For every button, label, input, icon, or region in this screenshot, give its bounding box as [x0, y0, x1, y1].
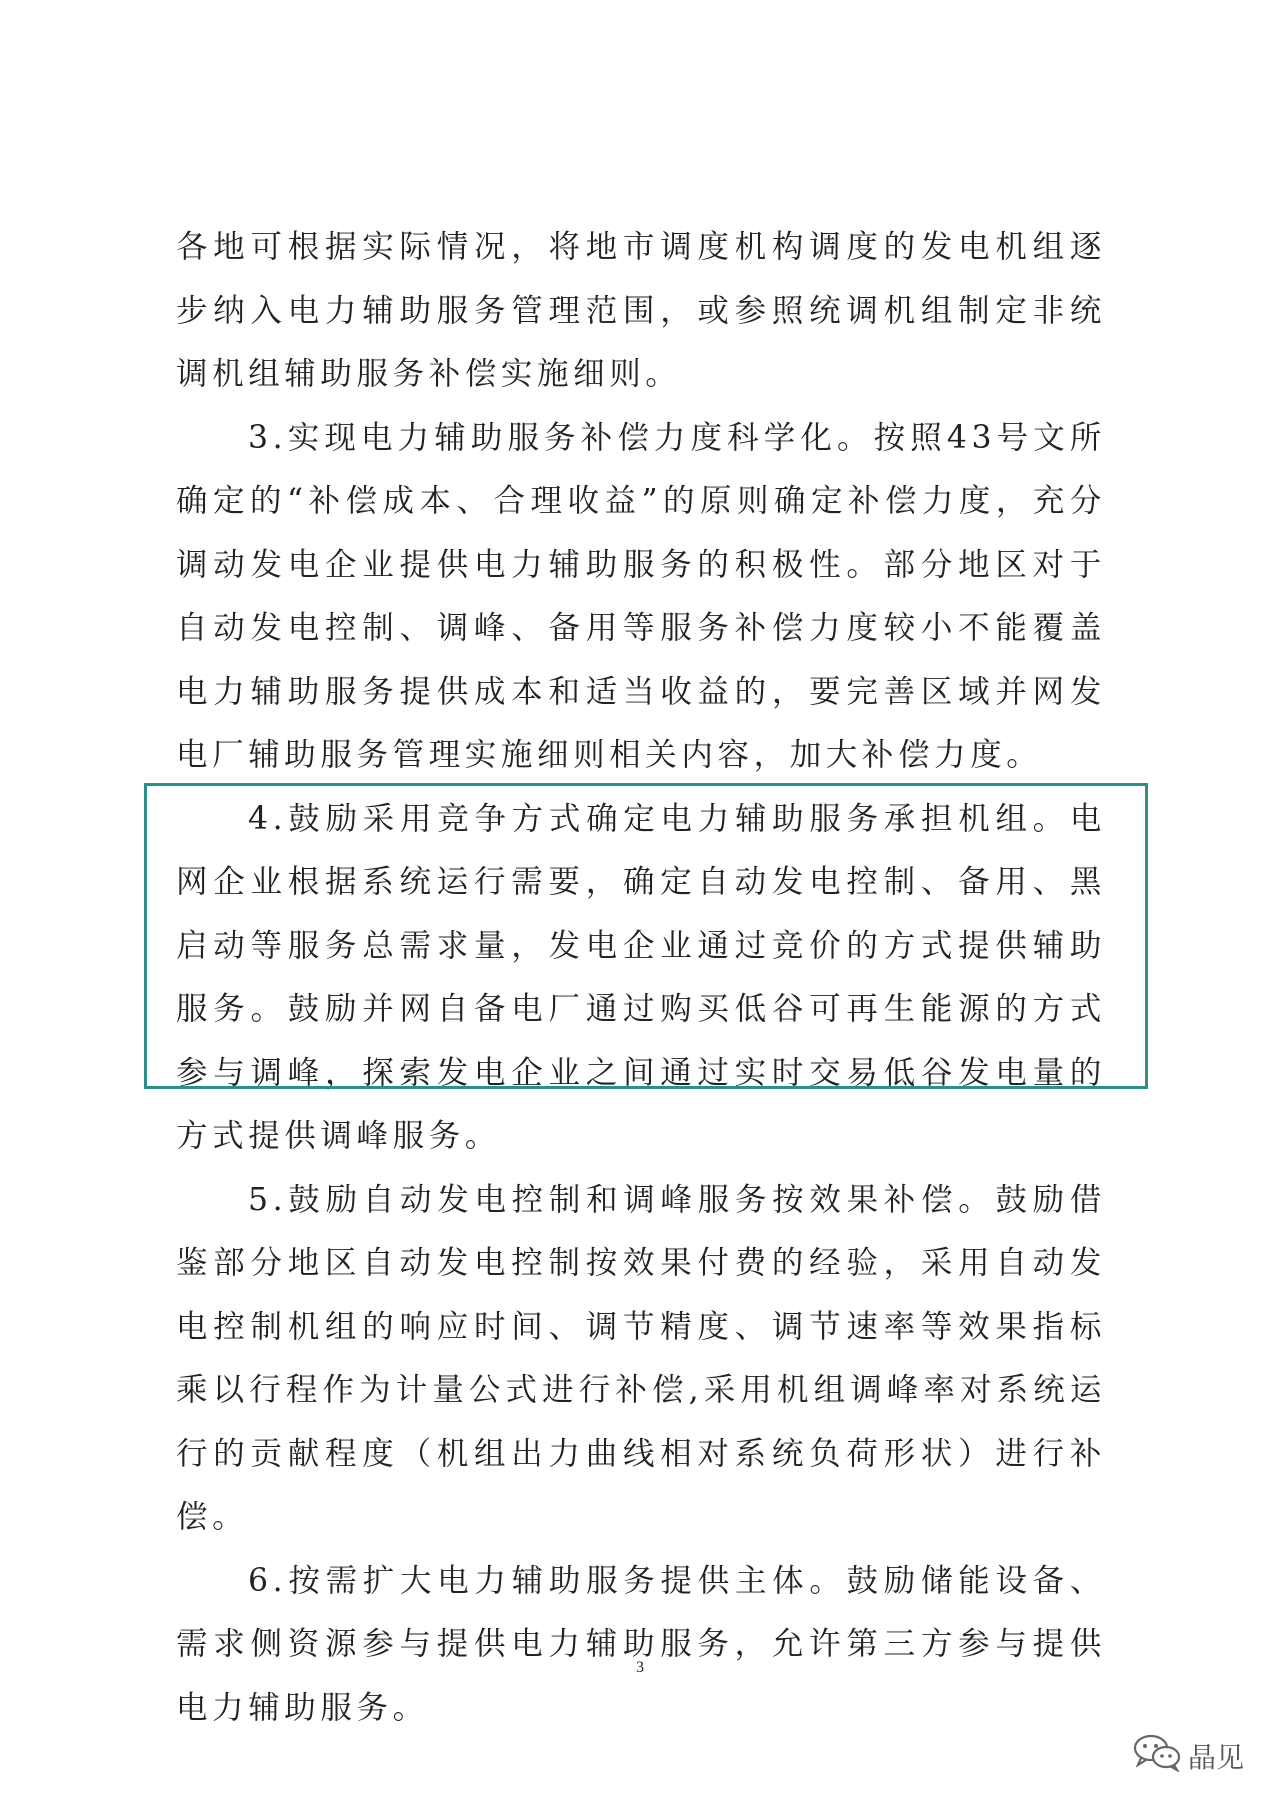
document-body	[176, 216, 1106, 1740]
paragraph-item-4: 4.鼓励采用竞争方式确定电力辅助服务承担机组。电网企业根据系统运行需要，确定自动发电控制、备用、黑启动等服务总需求量，发电企业通过竞价的方式提供辅助服务。鼓励并网自备电厂通过购买低谷可再生能源的方式参与调峰，探索发电企业之间通过实时交易低谷发电量的方式提供调峰服务。	[176, 800, 1106, 1154]
page-number: 3	[636, 1659, 644, 1676]
wechat-icon	[1132, 1732, 1182, 1779]
paragraph-item-3: 3.实现电力辅助服务补偿力度科学化。按照43号文所确定的“补偿成本、合理收益”的原则确定补偿力度，充分调动发电企业提供电力辅助服务的积极性。部分地区对于自动发电控制、调峰、备用等服务补偿力度较小不能覆盖电力辅助服务提供成本和适当收益的，要完善区域并网发电厂辅助服务管理实施细则相关内容，加大补偿力度。	[176, 419, 1106, 773]
paragraph-item-5: 5.鼓励自动发电控制和调峰服务按效果补偿。鼓励借鉴部分地区自动发电控制按效果付费的经验，采用自动发电控制机组的响应时间、调节精度、调节速率等效果指标乘以行程作为计量公式进行补偿,采用机组调峰率对系统运行的贡献程度（机组出力曲线相对系统负荷形状）进行补偿。	[176, 1181, 1106, 1535]
paragraph-continuation: 各地可根据实际情况，将地市调度机构调度的发电机组逐步纳入电力辅助服务管理范围，或参照统调机组制定非统调机组辅助服务补偿实施细则。	[176, 229, 1106, 392]
watermark	[1132, 1732, 1244, 1779]
watermark-label: 晶见	[1188, 1740, 1245, 1774]
paragraph-item-6: 6.按需扩大电力辅助服务提供主体。鼓励储能设备、需求侧资源参与提供电力辅助服务，允许第三方参与提供电力辅助服务。	[176, 1562, 1106, 1726]
